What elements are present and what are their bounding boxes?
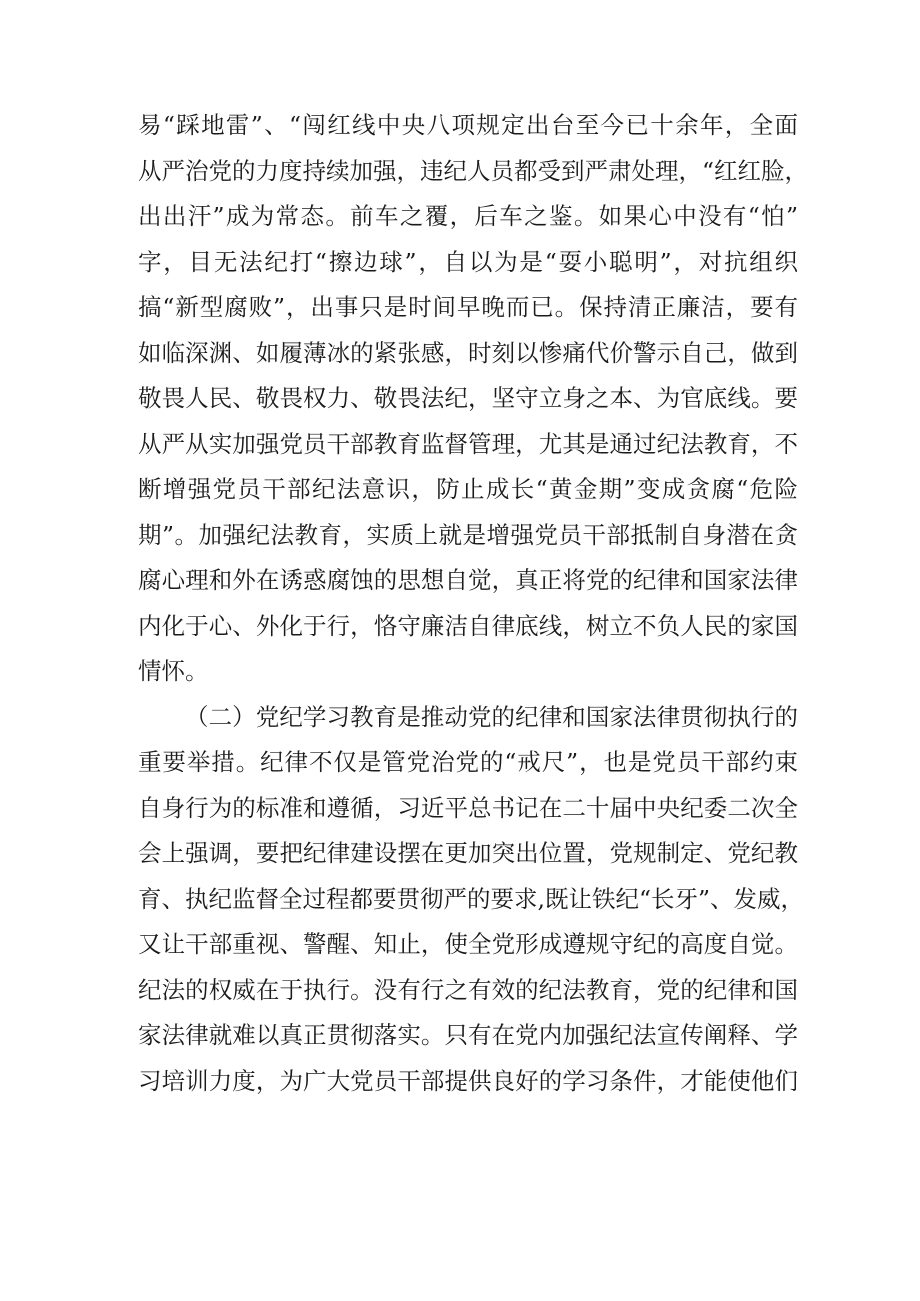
text-line: 内化于心、外化于行，恪守廉洁自律底线，树立不负人民的家国 [138, 611, 798, 640]
text-line: 习培训力度，为广大党员干部提供良好的学习条件，才能使他们 [138, 1066, 798, 1095]
text-line: 纪法的权威在于执行。没有行之有效的纪法教育，党的纪律和国 [138, 975, 798, 1004]
text-line: 如临深渊、如履薄冰的紧张感，时刻以惨痛代价警示自己，做到 [138, 338, 798, 367]
text-line: 家法律就难以真正贯彻落实。只有在党内加强纪法宣传阐释、学 [138, 1021, 798, 1049]
text-line: 断增强党员干部纪法意识，防止成长“黄金期”变成贪腐“危险 [138, 475, 798, 503]
body-text [138, 103, 809, 1104]
text-line: 情怀。 [138, 657, 209, 685]
text-line: 会上强调，要把纪律建设摆在更加突出位置，党规制定、党纪教 [138, 839, 798, 867]
paragraph-2 [138, 695, 804, 1105]
text-line: 腐心理和外在诱惑腐蚀的思想自觉，真正将党的纪律和国家法律 [138, 566, 798, 594]
text-line: 期”。加强纪法教育，实质上就是增强党员干部抵制自身潜在贪 [138, 520, 798, 549]
text-line: 敬畏人民、敬畏权力、敬畏法纪，坚守立身之本、为官底线。要 [138, 384, 798, 412]
text-line: 搞“新型腐败”，出事只是时间早晚而已。保持清正廉洁，要有 [138, 293, 798, 321]
text-line: 出出汗”成为常态。前车之覆，后车之鉴。如果心中没有“怕” [138, 202, 798, 230]
text-line: 重要举措。纪律不仅是管党治党的“戒尺”，也是党员干部约束 [138, 748, 798, 776]
text-line: 自身行为的标准和遵循，习近平总书记在二十届中央纪委二次全 [138, 793, 798, 822]
text-line: 从严治党的力度持续加强，违纪人员都受到严肃处理，“红红脸， [138, 156, 809, 185]
text-line: 育、执纪监督全过程都要贯彻严的要求,既让铁纪“长牙”、发威， [138, 884, 804, 913]
paragraph-1 [138, 103, 809, 695]
text-line: 从严从实加强党员干部教育监督管理，尤其是通过纪法教育，不 [138, 429, 798, 458]
text-line: 又让干部重视、警醒、知止，使全党形成遵规守纪的高度自觉。 [138, 930, 798, 958]
text-line: （二）党纪学习教育是推动党的纪律和国家法律贯彻执行的 [185, 702, 798, 731]
text-line: 易“踩地雷”、“闯红线中央八项规定出台至今已十余年，全面 [138, 111, 798, 139]
text-line: 字，目无法纪打“擦边球”，自以为是“耍小聪明”，对抗组织 [138, 247, 798, 276]
